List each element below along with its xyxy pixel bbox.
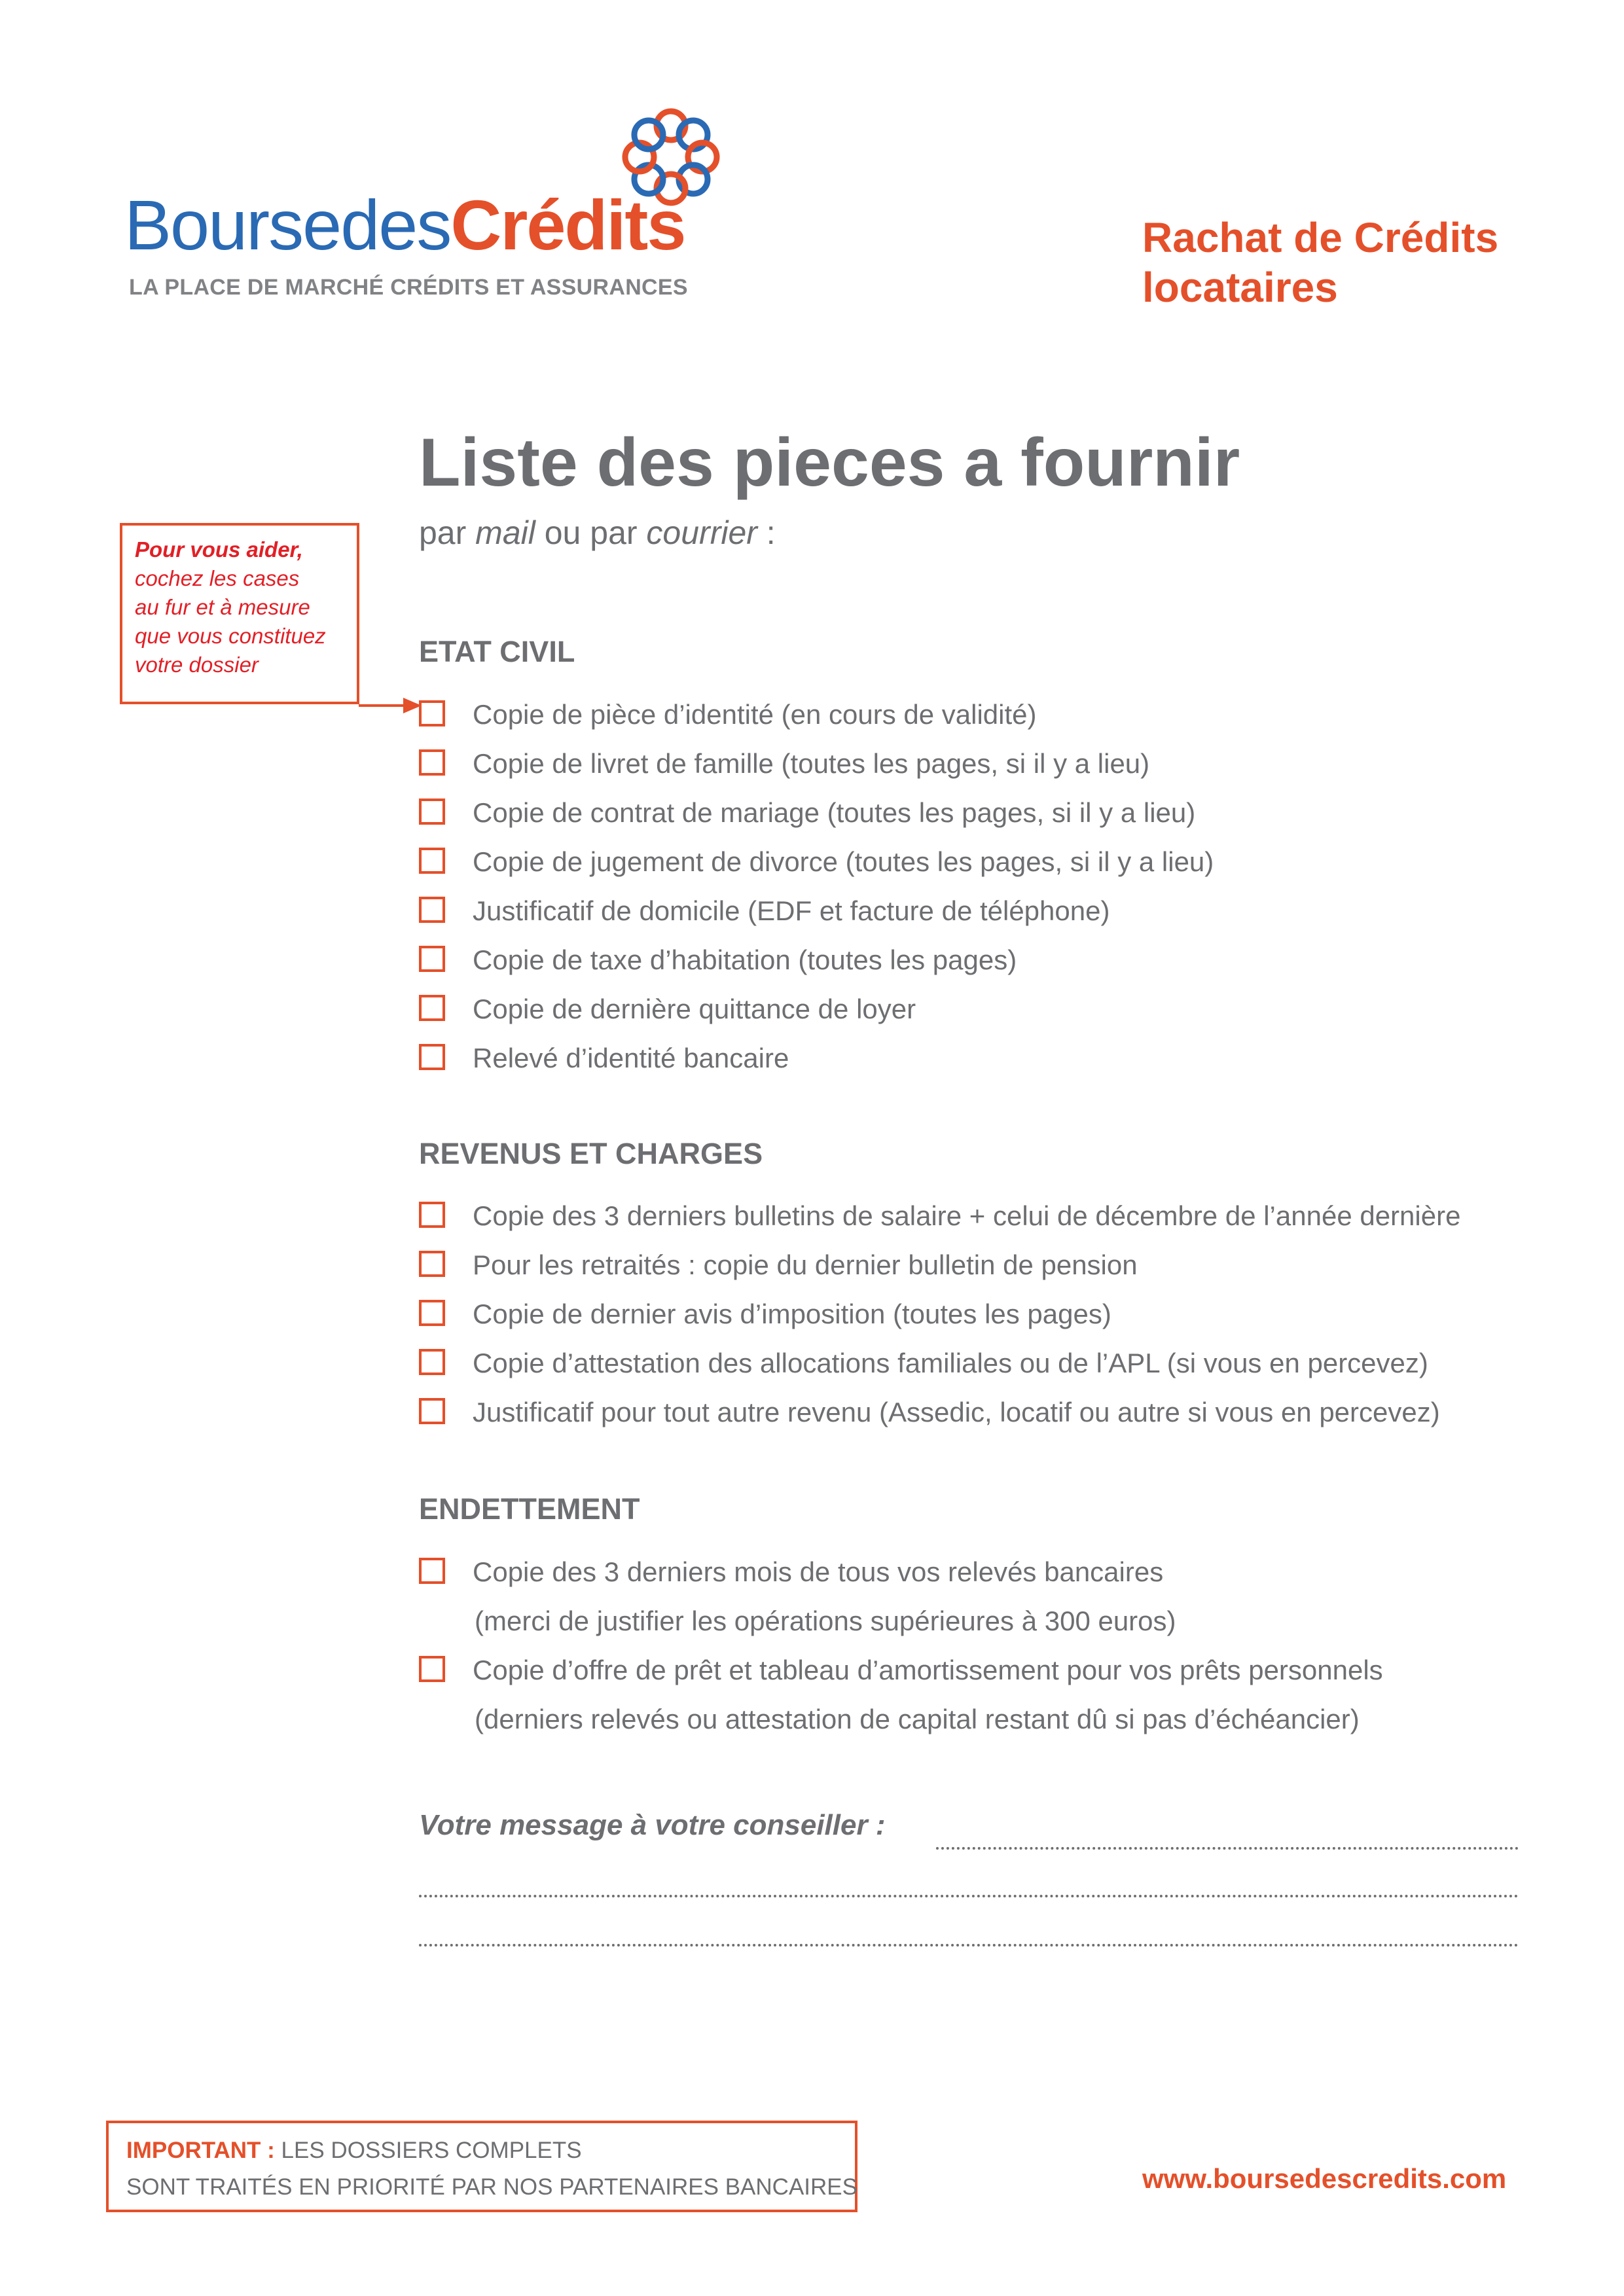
checkbox[interactable]	[419, 1300, 445, 1326]
important-label: IMPORTANT :	[126, 2138, 275, 2163]
checkbox[interactable]	[419, 946, 445, 972]
help-line-3: au fur et à mesure	[135, 595, 310, 619]
help-line-5: votre dossier	[135, 653, 259, 677]
document-type-line1: Rachat de Crédits	[1142, 214, 1499, 261]
help-callout-text	[135, 535, 326, 679]
checklist-item-label: Justificatif pour tout autre revenu (Assedic, locatif ou autre si vous en percevez)	[473, 1397, 1440, 1427]
message-input-line[interactable]	[419, 1944, 1519, 1946]
document-type	[1142, 213, 1498, 312]
checklist-item-label: Relevé d’identité bancaire	[473, 1043, 789, 1073]
message-input-line[interactable]	[419, 1895, 1519, 1897]
subtitle-pre: par	[419, 514, 476, 551]
help-line-4: que vous constituez	[135, 624, 326, 648]
message-input-line[interactable]	[936, 1847, 1519, 1850]
checkbox[interactable]	[419, 995, 445, 1021]
checklist-item-label: Copie de taxe d’habitation (toutes les pages)	[473, 944, 1017, 975]
checkbox[interactable]	[419, 1044, 445, 1070]
brand-wordmark	[124, 185, 685, 264]
brand-tagline: LA PLACE DE MARCHÉ CRÉDITS ET ASSURANCES	[129, 275, 688, 300]
checkbox[interactable]	[419, 897, 445, 923]
checkbox[interactable]	[419, 1349, 445, 1375]
checklist-item-label: Copie d’offre de prêt et tableau d’amortissement pour vos prêts personnels	[473, 1655, 1383, 1685]
help-line-1: Pour vous aider,	[135, 537, 303, 562]
page-subtitle	[419, 514, 776, 552]
checklist-item-label: Copie de livret de famille (toutes les pages, si il y a lieu)	[473, 748, 1150, 779]
message-label: Votre message à votre conseiller :	[419, 1809, 886, 1841]
subtitle-courrier: courrier	[646, 514, 757, 551]
website-link[interactable]: www.boursedescredits.com	[1142, 2163, 1507, 2194]
checkbox[interactable]	[419, 798, 445, 825]
brand-name-part1: Boursedes	[124, 185, 451, 264]
important-notice-line1	[126, 2132, 857, 2169]
subtitle-post: :	[757, 514, 776, 551]
section-title-etat-civil: ETAT CIVIL	[419, 635, 575, 668]
section-title-revenus-et-charges: REVENUS ET CHARGES	[419, 1137, 763, 1170]
checklist-item-note: (derniers relevés ou attestation de capital restant dû si pas d’échéancier)	[475, 1704, 1360, 1734]
checkbox[interactable]	[419, 1656, 445, 1682]
checkbox[interactable]	[419, 1202, 445, 1228]
help-line-2: cochez les cases	[135, 566, 300, 590]
checkbox[interactable]	[419, 848, 445, 874]
section-title-endettement: ENDETTEMENT	[419, 1492, 640, 1526]
checklist-item-label: Copie des 3 derniers bulletins de salaire + celui de décembre de l’année dernière	[473, 1200, 1461, 1231]
checklist-item-label: Copie de pièce d’identité (en cours de validité)	[473, 699, 1037, 730]
arrow-right-icon	[359, 687, 424, 726]
checklist-item-label: Copie d’attestation des allocations familiales ou de l’APL (si vous en percevez)	[473, 1348, 1428, 1378]
page-title: Liste des pieces a fournir	[419, 425, 1240, 501]
checklist-item-label: Copie de dernière quittance de loyer	[473, 994, 916, 1024]
checklist-item-label: Copie de jugement de divorce (toutes les pages, si il y a lieu)	[473, 846, 1214, 877]
checkbox[interactable]	[419, 749, 445, 776]
important-line1-text: LES DOSSIERS COMPLETS	[274, 2138, 582, 2163]
checklist-item-label: Pour les retraités : copie du dernier bulletin de pension	[473, 1249, 1138, 1280]
checklist-item-label: Copie de dernier avis d’imposition (toutes les pages)	[473, 1299, 1111, 1329]
important-notice-text	[126, 2132, 857, 2206]
checklist-item-note: (merci de justifier les opérations supérieures à 300 euros)	[475, 1605, 1176, 1636]
subtitle-mid: ou par	[535, 514, 647, 551]
checkbox[interactable]	[419, 1558, 445, 1584]
checklist-item-label: Copie de contrat de mariage (toutes les pages, si il y a lieu)	[473, 797, 1196, 828]
subtitle-mail: mail	[475, 514, 535, 551]
checklist-item-label: Justificatif de domicile (EDF et facture de téléphone)	[473, 895, 1110, 926]
checklist-item-label: Copie des 3 derniers mois de tous vos relevés bancaires	[473, 1556, 1164, 1587]
document-type-line2: locataires	[1142, 264, 1338, 311]
checkbox[interactable]	[419, 1398, 445, 1424]
important-notice-line2: SONT TRAITÉS EN PRIORITÉ PAR NOS PARTENAIRES BANCAIRES	[126, 2174, 857, 2200]
brand-name-part2: Crédits	[450, 185, 685, 264]
checkbox[interactable]	[419, 700, 445, 726]
checkbox[interactable]	[419, 1251, 445, 1277]
